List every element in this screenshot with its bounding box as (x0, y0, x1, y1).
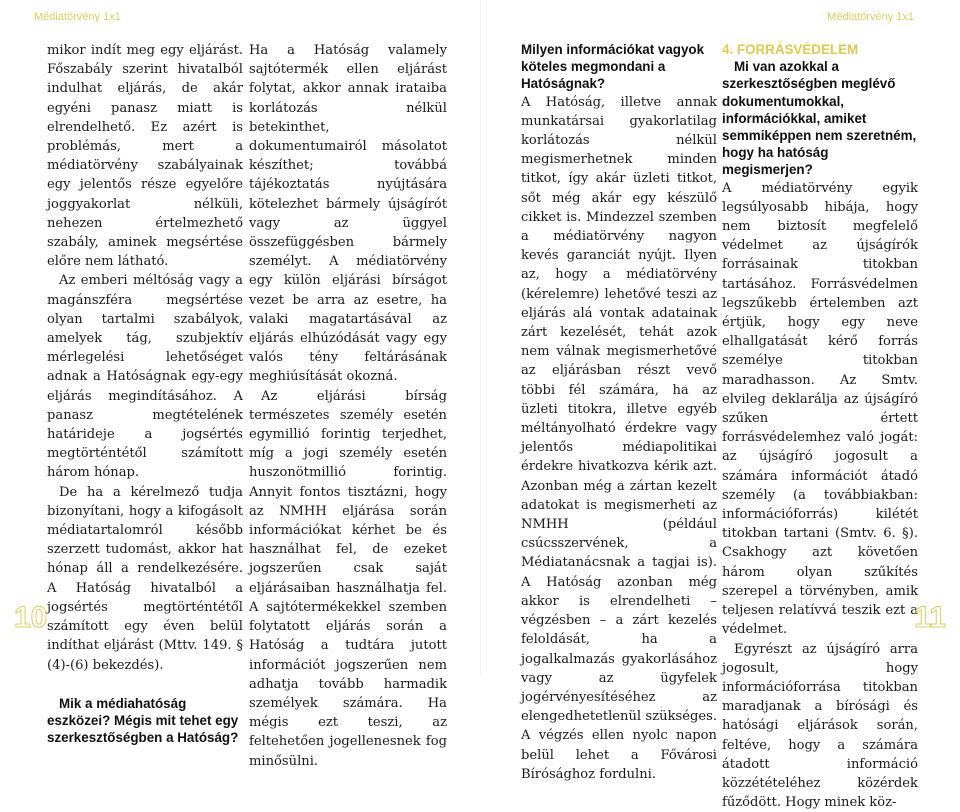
paragraph: A médiatörvény egyik legsúlyosabb hibája, hogy nem biztosít megfelelő védelmet az újságírók forrásainak titokban tartásához. Forrásvédelmen legszűkebb értelemben azt értjük, hogy egy neve elhallgatását kérő forrás személye titokban maradhasson. Az Smtv. elvileg deklarálja az újságíró szűken értett forrásvédelemhez való jogát: az újságíró jogosult a számára információt átadó személy (a továbbiakban: információforrás) kilétét titokban tartani (Smtv. 6. §). Csakhogy azt követően három olyan szűkítés szerepel a törvényben, amik teljesen relatívvá teszik ezt a védelmet. (722, 179, 918, 640)
paragraph: Ha a Hatóság valamely sajtótermék ellen eljárást folytat, akkor annak irataiba korlátozás nélkül betekinthet, dokumentumairól másolatot készíthet; továbbá tájékoztatás nyújtására kötelezhet bármely újságírót vagy az üggyel összefüggésben bármely személyt. A médiatörvény egy külön eljárási bírságot vezet be arra az esetre, ha valaki magatartásával az eljárás elhúzódását vagy egy valós tény feltárásának meghiúsítását okozná. (249, 41, 447, 387)
paragraph: mikor indít meg egy eljárást. Főszabály szerint hivatalból indulhat eljárás, de akár egyéni panasz miatt is elrendelhető. Ez azért is problémás, mert a médiatörvény szabályainak egy jelentős része egyelőre joggyakorlat nélküli, nehezen értelmezhető szabály, aminek megsértése előre nem látható. (47, 41, 243, 271)
paragraph: Az eljárási bírság természetes személy esetén egymillió forintig terjedhet, míg a jogi személy esetén huszonötmillió forintig. Annyit fontos tisztázni, hogy az NMHH eljárása során információkat kérhet be és használhat fel, de ezeket jogszerűen csak saját eljárásaiban használhatja fel. A sajtótermékekkel szemben folytatott eljárás során a Hatóság a tudtára jutott információt jogszerűen nem adhatja tovább harmadik személyek számára. Ha mégis ezt teszi, az feltehetően jogellenesnek fog minősülni. (249, 387, 447, 771)
page-number-left: 10 (14, 603, 47, 633)
running-head-left: Médiatörvény 1x1 (34, 11, 121, 23)
section-heading: Milyen információkat vagyok köteles megmondani a Hatóságnak? (521, 41, 717, 93)
page-spine (480, 0, 481, 676)
page-number-right: 11 (914, 603, 946, 633)
paragraph: A Hatóság, illetve annak munkatársai gyakorlatilag korlátozás nélkül megismerhetnek minden titkot, így akár üzleti titkot, sőt még akár egy készülő cikket is. Mindezzel szemben a médiatörvény nagyon kevés garanciát nyújt. Ilyen az, hogy a médiatörvény (kérelemre) lehetővé teszi az eljárás alá vontak adatainak zárt kezelését, tehát azok nem válnak megismerhetővé az eljárásban részt vevő többi fél számára, ha az üzleti titokra, illetve egyéb méltányolható érdekre vagy jelentős médiapolitikai érdekre hivatkozva kérik azt. Azonban még a zártan kezelt adatokat is megismerheti az NMHH (például csúcsszervének, a Médiatanácsnak a tagjai is). A Hatóság azonban még akkor is elrendelheti – végzésben – a zárt kezelés feloldását, ha a jogalkalmazás gyakorlásához vagy az ügyfelek jogérvényesítéséhez az elengedhetetlenül szükséges. A végzés ellen nyolc napon belül lehet a Fővárosi Bírósághoz fordulni. (521, 93, 717, 784)
paragraph: Az emberi méltóság vagy a magánszférа megsértése olyan tartalmi szabályok, amelyek tág, szubjektív mérlegelési lehetőséget adnak a Hatóságnak egy-egy eljárás megindításához. A panasz megtételének határideje a jogsértés megtörténtétől számított három hónap. (47, 271, 243, 482)
column-4 (722, 41, 918, 812)
section-heading: Mi van azokkal a szerkesztőségben meglévő dokumentumokkal, információkkal, amiket semmiképpen nem szeretném, hogy ha hatóság megismerjen? (722, 58, 918, 178)
paragraph: De ha a kérelmező tudja bizonyítani, hogy a kifogásolt médiatartalomról később szerzett tudomást, akkor hat hónap áll a rendelkezésére. A Hatóság hivatalból a jogsértés megtörténtétől számított egy éven belül indíthat eljárást (Mttv. 149. § (4)-(6) bekezdés). (47, 483, 243, 675)
column-2 (249, 41, 447, 771)
running-head-right: Médiatörvény 1x1 (827, 11, 914, 23)
paragraph: Egyrészt az újságíró arra jogosult, hogy információforrása titokban maradjanak a bírósági és hatósági eljárások során, feltéve, hogy a számára átadott információ közzétételéhez közérdek fűződött. Hogy minek köz- (722, 640, 918, 812)
section-heading: Mik a médiahatóság eszközei? Mégis mit tehet egy szerkesztőségben a Hatóság? (47, 695, 243, 747)
chapter-title: 4. FORRÁSVÉDELEM (722, 41, 918, 58)
column-3 (521, 41, 717, 784)
column-1 (47, 41, 243, 746)
